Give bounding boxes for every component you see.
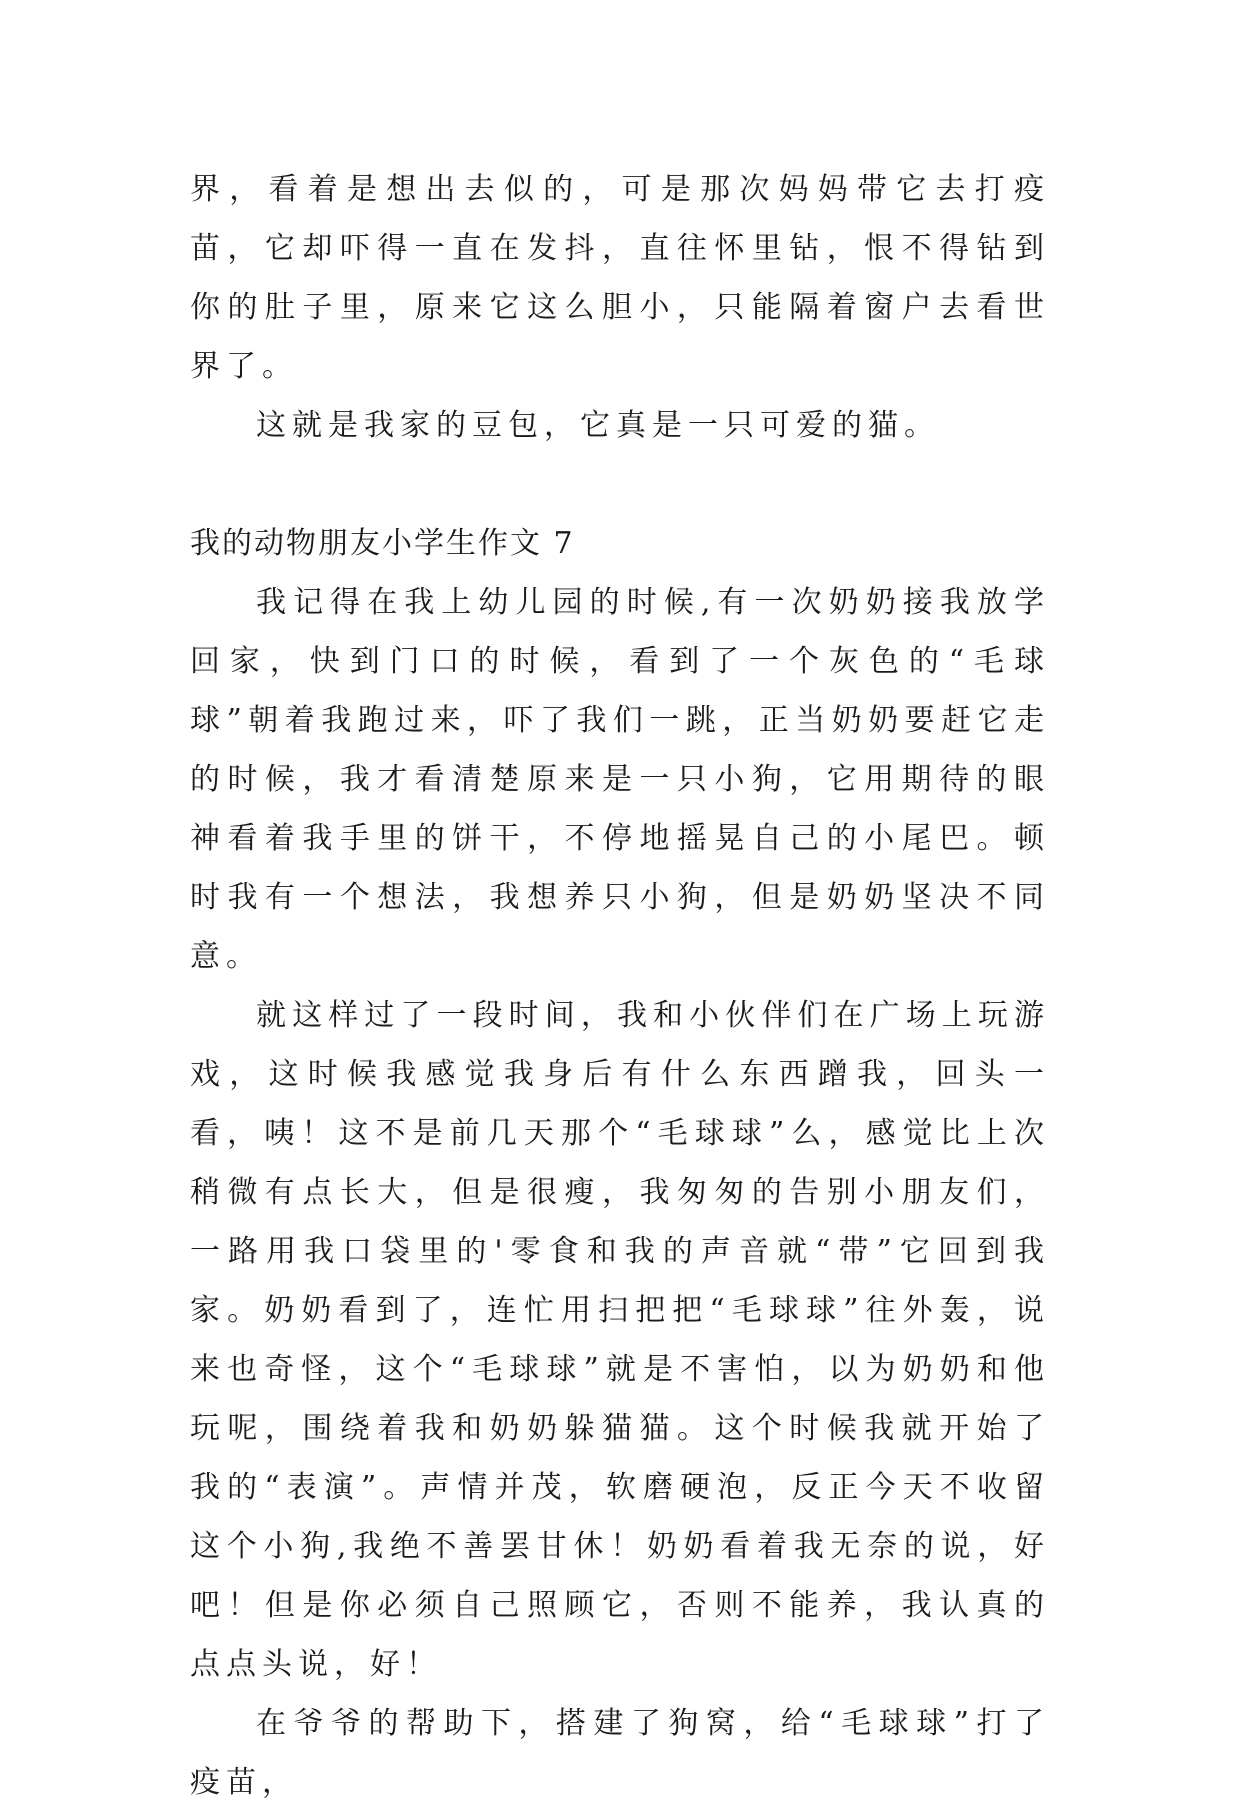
document-body: [190, 160, 1050, 1812]
paragraph-continuation: 界，看着是想出去似的，可是那次妈妈带它去打疫苗，它却吓得一直在发抖，直往怀里钻，恨不得钻到你的肚子里，原来它这么胆小，只能隔着窗户去看世界了。: [190, 172, 1050, 384]
paragraph-conclusion: 这就是我家的豆包，它真是一只可爱的猫。: [256, 408, 940, 443]
paragraph: 在爷爷的帮助下，搭建了狗窝，给“毛球球”打了疫苗，: [190, 1706, 1050, 1800]
paragraph: 我记得在我上幼儿园的时候,有一次奶奶接我放学回家，快到门口的时候，看到了一个灰色的“毛球球”朝着我跑过来，吓了我们一跳，正当奶奶要赶它走的时候，我才看清楚原来是一只小狗，它用期待的眼神看着我手里的饼干，不停地摇晃自己的小尾巴。顿时我有一个想法，我想养只小狗，但是奶奶坚决不同意。: [190, 585, 1050, 974]
paragraph: 就这样过了一段时间，我和小伙伴们在广场上玩游戏，这时候我感觉我身后有什么东西蹭我，回头一看，咦！这不是前几天那个“毛球球”么，感觉比上次稍微有点长大，但是很瘦，我匆匆的告别小朋友们，一路用我口袋里的'零食和我的声音就“带”它回到我家。奶奶看到了，连忙用扫把把“毛球球”往外轰，说来也奇怪，这个“毛球球”就是不害怕，以为奶奶和他玩呢，围绕着我和奶奶躲猫猫。这个时候我就开始了我的“表演”。声情并茂，软磨硬泡，反正今天不收留这个小狗,我绝不善罢甘休！奶奶看着我无奈的说，好吧！但是你必须自己照顾它，否则不能养，我认真的点点头说，好！: [190, 998, 1050, 1682]
section-title: 我的动物朋友小学生作文 7: [190, 526, 575, 561]
